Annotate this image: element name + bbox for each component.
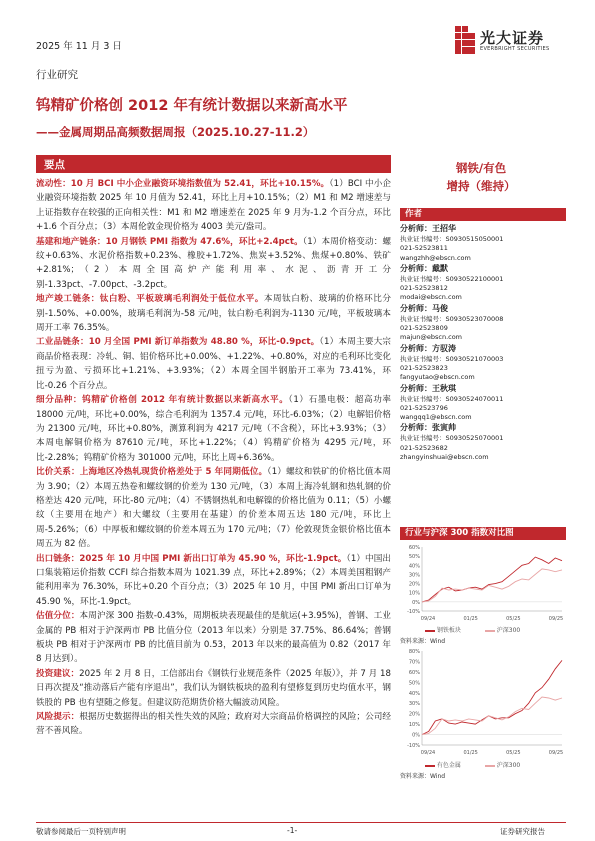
x-tick-label: 01/25 xyxy=(463,616,478,622)
analyst-cert: 执业证书编号：S0930522100001 xyxy=(400,274,504,283)
footer-report-type: 证券研究报告 xyxy=(500,827,545,836)
analyst-email: zhangyinshuai@ebscn.com xyxy=(400,453,489,462)
report-title: 钨精矿价格创 2012 年有统计数据以来新高水平 xyxy=(36,98,348,114)
paragraph-lead: 比价关系：上海地区冷热轧现货价格差处于 5 年同期低位。 xyxy=(36,467,268,478)
analyst-name: 分析师：马俊 xyxy=(400,303,448,313)
x-tick-label: 09/25 xyxy=(548,616,564,622)
y-tick-label: 40% xyxy=(408,563,420,570)
y-tick-label: 0% xyxy=(412,599,420,606)
y-tick-label: 10% xyxy=(408,590,420,597)
analyst-email: fangyutao@ebscn.com xyxy=(400,373,475,382)
summary-paragraph xyxy=(36,667,391,710)
analyst-entry xyxy=(400,263,566,303)
paragraph-lead: 出口链条：2025 年 10 月中国 PMI 新出口订单为 45.90 %，环比-1.9pct。 xyxy=(36,553,347,564)
paragraph-text: （1）本周主要大宗商品价格表现：冷轧、铜、铝价格环比+0.00%、+1.22%、+0.80%，对应的毛利环比变化扭亏为盈、亏损环比+1.21%、+3.93%；（2）本周全国半钢胎开工率为 73.41%，环比-0.26 个百分点。 xyxy=(36,337,392,391)
y-tick-label: 20% xyxy=(408,711,420,718)
series-line xyxy=(422,697,562,735)
paragraph-lead: 流动性：10 月 BCI 中小企业融资环境指数值为 52.41，环比+10.15%。 xyxy=(36,179,330,189)
paragraph-text: 根据历史数据得出的相关性失效的风险；政府对大宗商品价格调控的风险；公司经营不善风险。 xyxy=(36,712,391,737)
chart-legend xyxy=(425,760,520,769)
x-tick-label: 09/24 xyxy=(420,616,436,622)
paragraph-text: （1）中国出口集装箱运价指数 CCFI 综合指数本周为 1021.39 点，环比+2.89%；（2）本周美国粗钢产能利用率为 76.30%，环比+0.20 个百分点；（3）2025 年 10 月，中国 PMI 新出口订单为 45.90 %，环比-1.9pct。 xyxy=(36,553,391,607)
y-tick-label: 40% xyxy=(408,690,420,697)
analysts-section-title: 作者 xyxy=(400,208,566,221)
series-line xyxy=(422,557,562,602)
y-tick-label: 30% xyxy=(408,572,420,579)
y-tick-label: 30% xyxy=(408,701,420,708)
summary-section-title: 要点 xyxy=(36,155,391,173)
x-tick-label: 09/25 xyxy=(548,750,564,756)
analyst-phone: 021-52523812 xyxy=(400,284,448,293)
paragraph-text: （1）螺纹和铁矿的价格比值本周为 3.90；（2）本周五热卷和螺纹钢的价差为 130 元/吨，（3）本周上海冷轧钢和热轧钢的价格差达 420 元/吨，环比-80 元/吨；（4）不锈钢热轧和电解镍的价格比值为 0.11；（5）小螺纹（主要用在地产）和大螺纹（主要用在基建）的价差本周五达 180 元/吨，环比上周-5.26%；（6）中厚板和螺纹钢的价差本周五为 170 元/吨；（7）伦敦现货金银价格比值本周五为 82 倍。 xyxy=(36,467,392,550)
y-tick-label: 80% xyxy=(408,649,420,655)
analyst-name: 分析师：张寅帅 xyxy=(400,423,456,433)
legend-swatch xyxy=(485,765,495,767)
rating-block xyxy=(396,160,566,194)
x-tick-label: 05/25 xyxy=(506,616,521,622)
series-line xyxy=(422,569,562,602)
y-tick-label: 60% xyxy=(408,545,420,551)
logo-text: 光大证券 xyxy=(480,29,545,47)
analyst-entry xyxy=(400,343,566,383)
paragraph-text: （1）石墨电极：超高功率 18000 元/吨，环比+0.00%，综合毛利润为 1357.4 元/吨，环比-6.03%；（2）电解铝价格为 21300 元/吨，环比+0.80%，测算利润为 4217 元/吨（不含税），环比+3.93%；（3）本周电解铜价格为 87610 元/吨，环比+1.22%；（4）钨精矿价格为 4295 元/吨，环比-2.28%；钨精矿价格为 301000 元/吨，环比上周+6.36%。 xyxy=(36,395,392,463)
rating-value: 增持（维持） xyxy=(446,179,516,193)
summary-paragraph xyxy=(36,609,391,667)
chart-source: 资料来源：Wind xyxy=(400,638,446,645)
legend-swatch xyxy=(485,630,495,632)
paragraph-text: 本周沪深 300 指数-0.43%，周期板块表现最佳的是航运(+3.95%)，普钢、工业金属的 PB 相对于沪深两市 PB 比值分位（2013 年以来）分别是 37.75%、86.64%；普钢板块 PB 相对于沪深两市 PB 的比值目前为 0.53，2013 年以来的最高值为 0.82（2017 年 8 月达到）。 xyxy=(36,611,391,665)
paragraph-text: （1）本周价格变动：螺纹+0.63%、水泥价格指数+0.23%、橡胶+1.72%、焦炭+3.52%、焦煤+0.80%、铁矿+2.81%；（2）本周全国高炉产能利用率、水泥、沥青开工分别-1.33pct、-7.00pct、-3.2pct。 xyxy=(36,236,391,290)
analyst-cert: 执业证书编号：S0930523070008 xyxy=(400,314,504,323)
analyst-cert: 执业证书编号：S0930521070003 xyxy=(400,354,504,363)
analyst-phone: 021-52523823 xyxy=(400,363,448,372)
legend-label: 有色金属 xyxy=(436,762,461,769)
summary-paragraph xyxy=(36,465,391,551)
legend-label: 沪深300 xyxy=(496,627,521,634)
x-tick-label: 01/25 xyxy=(463,750,478,756)
summary-paragraph xyxy=(36,710,391,739)
steel-vs-hs300-chart xyxy=(400,543,566,623)
analyst-phone: 021-52523796 xyxy=(400,403,448,412)
analyst-phone: 021-52523682 xyxy=(400,443,448,452)
analyst-cert: 执业证书编号：S0930515050001 xyxy=(400,235,504,243)
paragraph-text: （1）BCI 中小企业融资环境指数 2025 年 10 月值为 52.41，环比上月+10.15%；（2）M1 和 M2 增速差与上证指数存在较强的正向相关性：M1 和 M2 增速差在 2025 年 9 月为-1.2 个百分点，环比+1.6 个百分点；（3）本周伦敦金现价格为 4003 美元/盎司。 xyxy=(36,179,391,233)
paragraph-lead: 投资建议： xyxy=(36,668,80,679)
summary-paragraph xyxy=(36,235,391,293)
analyst-email: wangzhh@ebscn.com xyxy=(400,253,471,262)
analyst-email: wangqq1@ebscn.com xyxy=(400,413,472,422)
analyst-name: 分析师：王招华 xyxy=(400,224,456,233)
x-tick-label: 05/25 xyxy=(506,750,521,756)
analyst-name: 分析师：戴默 xyxy=(400,263,448,273)
analyst-name: 分析师：王秋琪 xyxy=(400,383,456,393)
footer-disclaimer: 敬请参阅最后一页特别声明 xyxy=(36,827,126,836)
report-date: 2025 年 11 月 3 日 xyxy=(36,41,122,52)
page-number: -1- xyxy=(287,826,298,835)
analyst-entry xyxy=(400,223,566,263)
chart-legend xyxy=(425,625,520,634)
legend-swatch xyxy=(425,765,435,767)
y-tick-label: 60% xyxy=(408,669,420,676)
report-category: 行业研究 xyxy=(36,69,78,81)
nonferrous-vs-hs300-chart xyxy=(400,647,566,757)
paragraph-lead: 基建和地产链条：10 月钢铁 PMI 指数为 47.6%，环比+2.4pct。 xyxy=(36,236,303,247)
analyst-cert: 执业证书编号：S0930525070001 xyxy=(400,434,504,443)
rating-sector: 钢铁/有色 xyxy=(455,161,507,175)
y-tick-label: 70% xyxy=(408,659,420,666)
paragraph-text: 本周钛白粉、玻璃的价格环比分别-1.50%、+0.00%，玻璃毛利润为-58 元/吨，钛白粉毛利润为-1130 元/吨，平板玻璃本周开工率 76.35%。 xyxy=(36,294,391,334)
y-tick-label: 20% xyxy=(408,581,420,588)
paragraph-lead: 估值分位： xyxy=(36,611,80,622)
logo-mark-icon xyxy=(455,26,475,54)
paragraph-lead: 风险提示： xyxy=(36,712,80,723)
y-tick-label: 0% xyxy=(412,732,420,739)
summary-paragraph xyxy=(36,393,391,465)
analyst-phone: 021-52523811 xyxy=(400,244,448,253)
analyst-email: majun@ebscn.com xyxy=(400,333,463,342)
y-tick-label: 50% xyxy=(408,680,420,687)
chart-source: 资料来源：Wind xyxy=(400,773,446,780)
legend-label: 钢铁板块 xyxy=(436,627,461,634)
y-tick-label: -10% xyxy=(407,743,420,749)
paragraph-text: 2025 年 2 月 8 日，工信部出台《钢铁行业规范条件（2025 年版）》，并 7 月 18 日再次提及“推动落后产能有序退出”，我们认为钢铁板块的盈利有望修复到历史均值水平，钢铁股的 PB 也有望随之修复。但建议防范期货价格大幅波动风险。 xyxy=(36,668,391,708)
summary-paragraph xyxy=(36,552,391,610)
analyst-entry xyxy=(400,383,566,423)
analyst-cert: 执业证书编号：S0930524070011 xyxy=(400,394,504,403)
y-tick-label: 50% xyxy=(408,554,420,561)
analyst-list xyxy=(400,223,566,462)
x-tick-label: 09/24 xyxy=(420,750,436,756)
paragraph-lead: 地产竣工链条：钛白粉、平板玻璃毛利润处于低位水平。 xyxy=(36,294,264,305)
analyst-entry xyxy=(400,303,566,343)
summary-paragraph xyxy=(36,292,391,335)
footer-divider xyxy=(36,822,566,823)
logo-subtext: EVERBRIGHT SECURITIES xyxy=(480,46,550,52)
analyst-name: 分析师：方驭涛 xyxy=(400,343,456,353)
legend-swatch xyxy=(425,630,435,632)
analyst-entry xyxy=(400,422,566,462)
summary-paragraph xyxy=(36,177,391,235)
y-tick-label: -10% xyxy=(407,609,420,615)
chart-title: 行业与沪深 300 指数对比图 xyxy=(400,527,566,540)
analyst-email: modai@ebscn.com xyxy=(400,293,462,302)
y-tick-label: 10% xyxy=(408,722,420,729)
report-subtitle: ——金属周期品高频数据周报（2025.10.27-11.2） xyxy=(36,125,315,139)
paragraph-lead: 细分品种：钨精矿价格创 2012 年有统计数据以来新高水平。 xyxy=(36,395,289,406)
legend-label: 沪深300 xyxy=(496,762,521,769)
summary-paragraph xyxy=(36,335,391,393)
summary-body xyxy=(36,177,391,739)
analyst-phone: 021-52523809 xyxy=(400,324,448,333)
company-logo xyxy=(455,24,565,60)
paragraph-lead: 工业品链条：10 月全国 PMI 新订单指数为 48.80 %，环比-0.9pct。 xyxy=(36,337,320,348)
